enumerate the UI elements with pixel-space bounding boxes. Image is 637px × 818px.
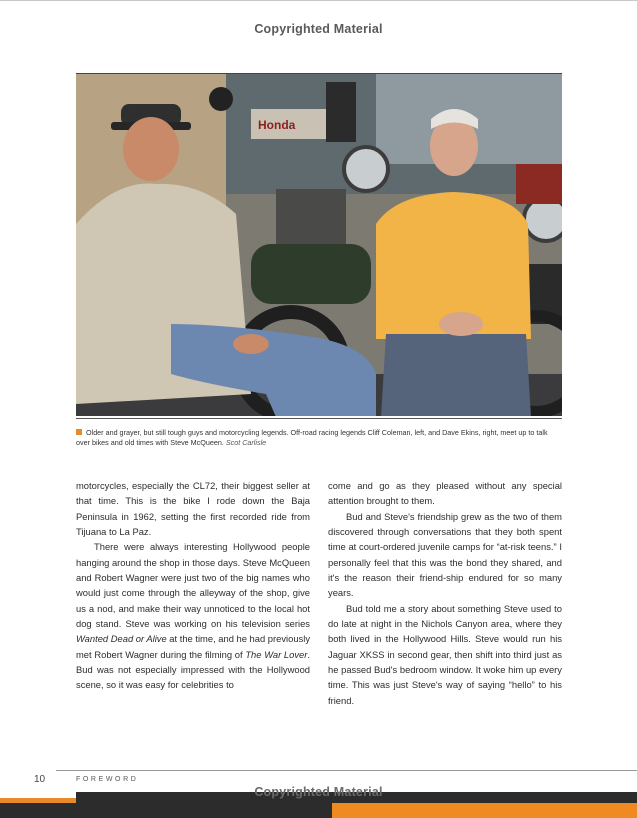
paragraph-text: . Bud was not especially impressed with the Hollywood scene, so it was easy for celebrities to <box>76 648 310 691</box>
caption-bullet-icon <box>76 429 82 435</box>
paragraph: Bud told me a story about something Steve used to do late at night in the Nichols Canyon area, where they both lived in the Hollywood Hills. Steve would run his Jaguar XKSS in second gear, then shift into third just as he passed Bud's bedroom window. It woke him up every time. This was just Steve's way of saying “hello” to his friend. <box>328 602 562 706</box>
film-title: The War Lover <box>245 648 308 660</box>
footer-rule <box>56 770 637 771</box>
top-rule <box>0 0 637 1</box>
paragraph: come and go as they pleased without any special attention brought to them. <box>328 480 562 507</box>
footer-bar-dark-left <box>0 803 76 818</box>
photo-caption <box>76 428 562 448</box>
paragraph: Bud and Steve's friendship grew as the two of them discovered through conversations that they both spent time at court-ordered juvenile camps for “at-risk teens.” I personally feel that this was the bond they shared, and it's the reason their friend-ship endured for so many years. <box>328 510 562 599</box>
page-number: 10 <box>34 774 46 785</box>
section-label: FOREWORD <box>76 776 139 783</box>
photo-illustration <box>76 74 562 416</box>
photo <box>76 73 562 416</box>
paragraph: motorcycles, especially the CL72, their biggest seller at that time. This is the bike I rode down the Baja Peninsula in 1962, setting the first recorded ride from Tijuana to La Paz. <box>76 480 310 538</box>
paragraph-text: There were always interesting Hollywood people hanging around the shop in those days. Steve McQueen and Robert Wagner were just two of the big names who would just come through the alleyway of the shop, give us a nod, and make their way unnoticed to the local hot dog stand. Steve was working on his television series <box>76 541 311 630</box>
series-title: Wanted Dead or Alive <box>76 633 167 645</box>
photo-credit: Scot Carlisle <box>225 438 267 447</box>
body-column-right <box>328 478 562 708</box>
paragraph <box>76 539 310 692</box>
copyright-watermark-bottom: Copyrighted Material <box>254 785 383 799</box>
copyright-watermark-top: Copyrighted Material <box>254 22 383 36</box>
footer-bar-orange-right <box>332 803 637 818</box>
paragraph-text: at the time, and he had previously met Robert Wagner during the filming of <box>76 633 311 660</box>
shop-sign-text: Honda <box>258 118 296 132</box>
caption-text: Older and grayer, but still tough guys and motorcycling legends. Off-road racing legends Cliff Coleman, left, and Dave Ekins, right, meet up to talk over bikes and old times with Steve McQueen. <box>76 428 548 447</box>
body-column-left <box>76 478 310 693</box>
caption-rule <box>76 418 562 419</box>
